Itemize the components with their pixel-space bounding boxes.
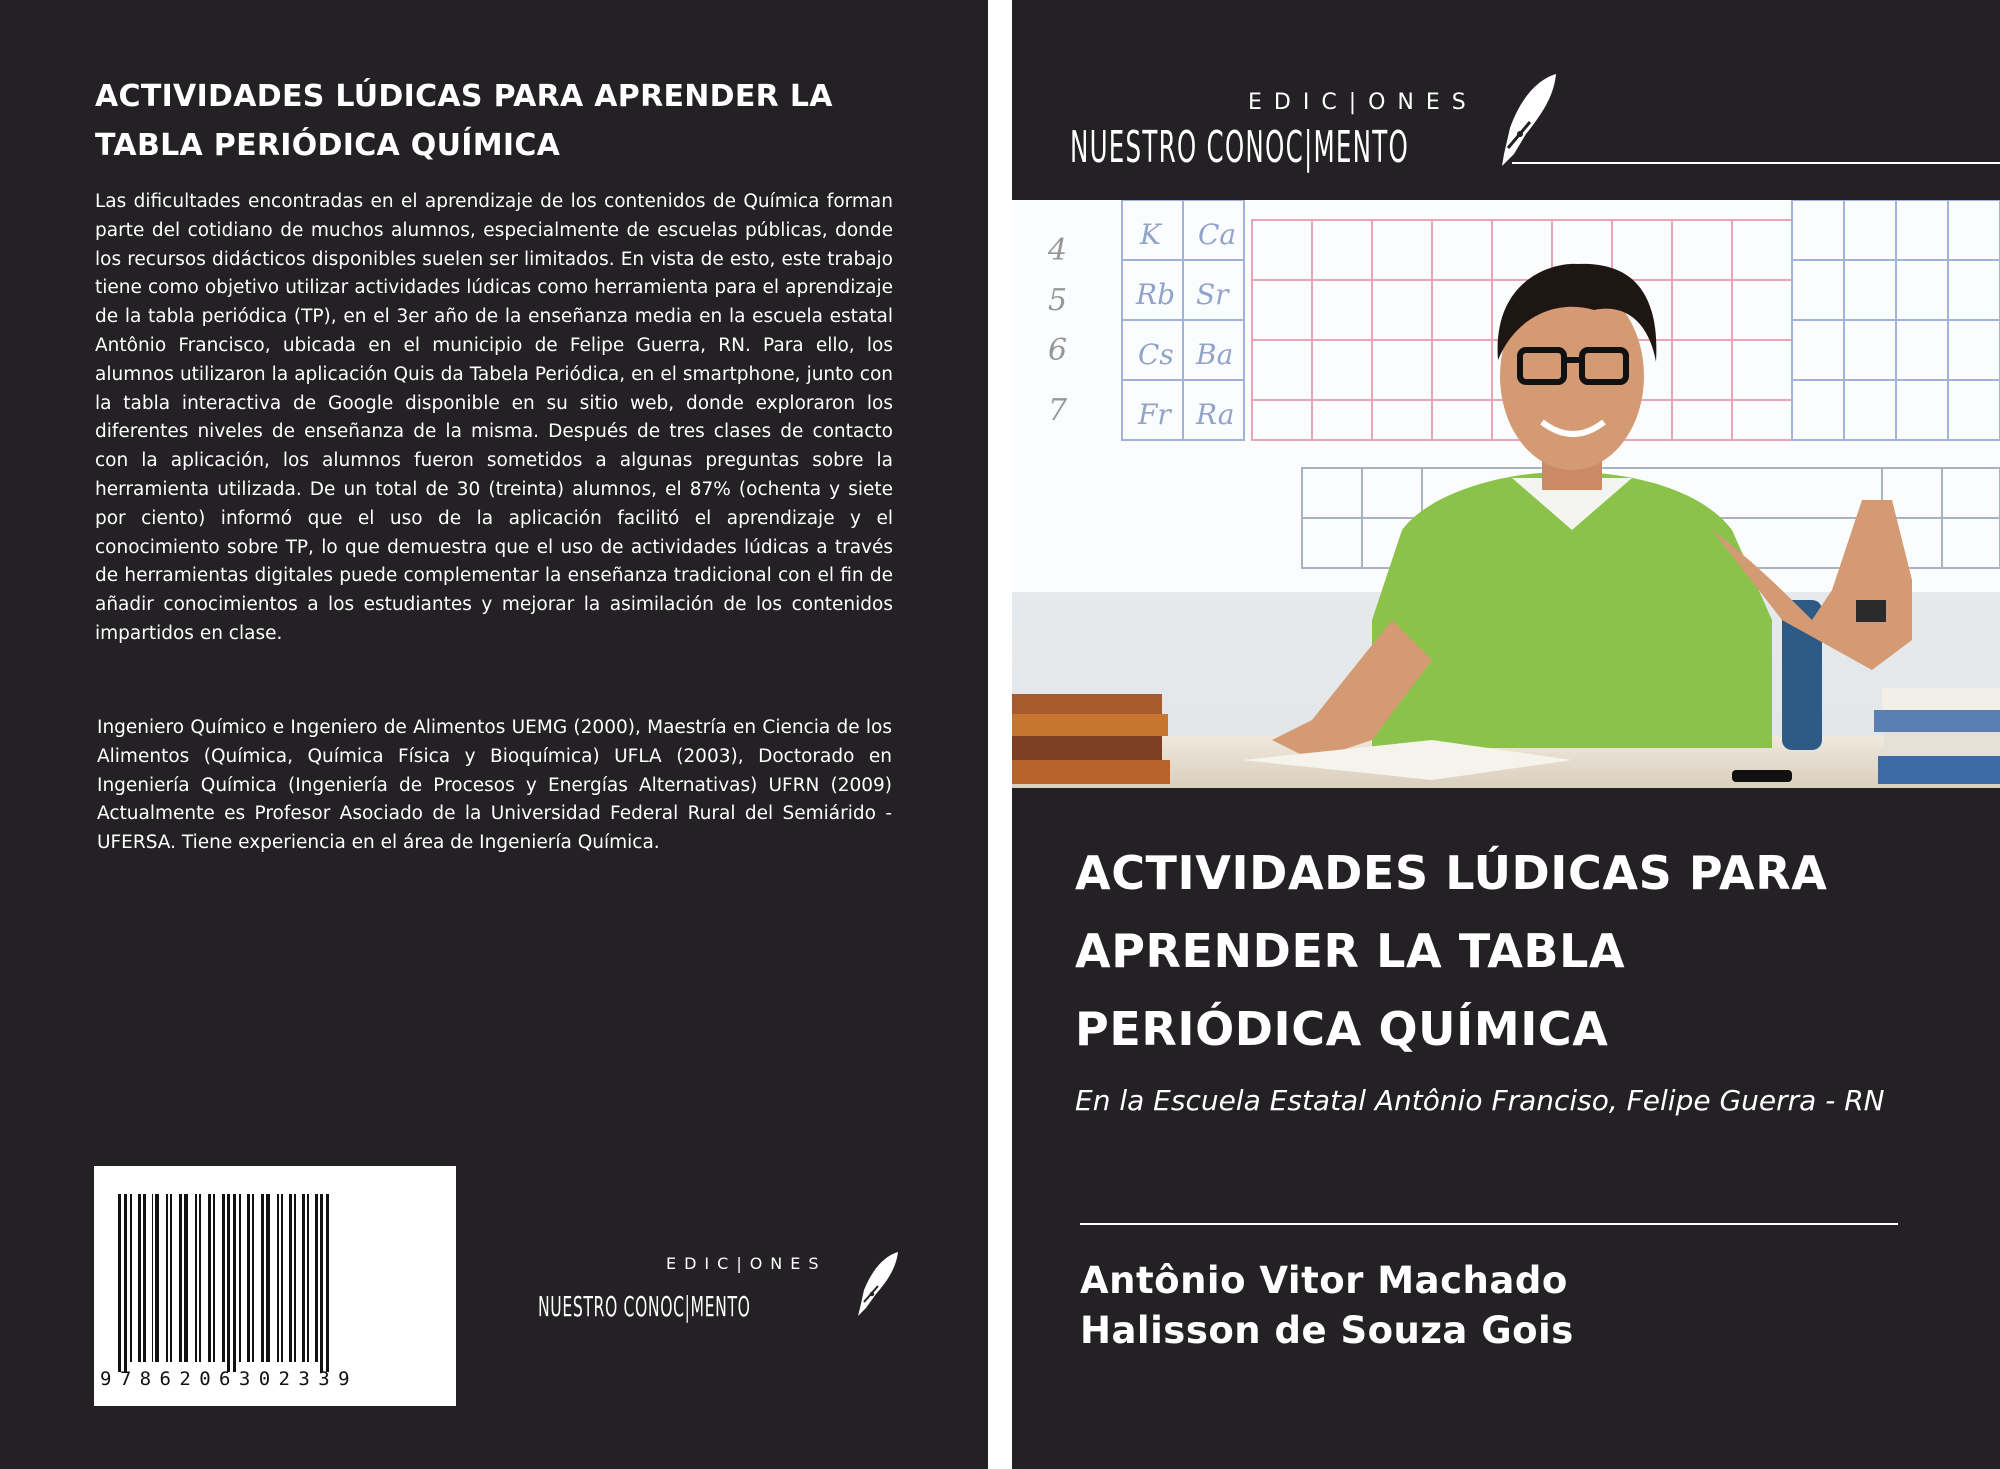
barcode-bar	[143, 1194, 146, 1362]
barcode-bar	[166, 1194, 168, 1362]
barcode-bar	[302, 1194, 305, 1362]
svg-text:Rb: Rb	[1136, 278, 1176, 311]
barcode-digits: 9786206302339	[100, 1368, 358, 1390]
svg-text:4: 4	[1048, 233, 1068, 268]
barcode-bar	[208, 1194, 211, 1362]
front-cover-title	[1075, 834, 1955, 1068]
barcode-bar	[247, 1194, 250, 1362]
author-2: Halisson de Souza Gois	[1080, 1309, 1574, 1352]
svg-text:7: 7	[1048, 393, 1068, 428]
publisher-logo-top: EDIC|ONES	[666, 1254, 827, 1273]
author-list	[1080, 1256, 1960, 1356]
barcode-bar	[307, 1194, 309, 1362]
barcode-bar	[281, 1194, 283, 1362]
barcode-bar	[184, 1194, 188, 1362]
barcode-bar	[222, 1194, 225, 1362]
barcode-bar	[155, 1194, 159, 1362]
barcode-bar	[199, 1194, 201, 1362]
svg-text:K: K	[1140, 218, 1161, 251]
publisher-logo-top: EDIC|ONES	[1248, 90, 1478, 115]
svg-text:Ca: Ca	[1198, 218, 1237, 251]
back-title-line-1: ACTIVIDADES LÚDICAS PARA APRENDER LA	[95, 79, 833, 114]
barcode-guard-bar	[233, 1194, 236, 1372]
barcode-guard-bar	[118, 1194, 121, 1372]
header-rule	[1512, 162, 2000, 164]
svg-text:Ba: Ba	[1196, 338, 1234, 371]
front-cover-subtitle: En la Escuela Estatal Antônio Franciso, Felipe Guerra - RN	[1075, 1084, 1885, 1117]
front-cover	[1012, 0, 2000, 1469]
publisher-logo-back	[538, 1254, 908, 1324]
svg-text:Sr: Sr	[1196, 278, 1229, 311]
front-title-line-3: PERIÓDICA QUÍMICA	[1075, 1002, 1609, 1056]
back-cover-title	[95, 72, 895, 170]
publisher-logo-bottom: NUESTRO CONOC|MENTO	[1070, 122, 1410, 173]
barcode-guard-bar	[227, 1194, 230, 1372]
cover-photo	[1012, 200, 2000, 788]
barcode-bar	[195, 1194, 197, 1362]
isbn-barcode	[94, 1166, 456, 1406]
svg-text:Ra: Ra	[1196, 398, 1235, 431]
fountain-pen-icon	[854, 1250, 902, 1318]
back-cover	[0, 0, 988, 1469]
barcode-bar	[266, 1194, 270, 1362]
svg-text:6: 6	[1048, 333, 1068, 368]
author-1: Antônio Vitor Machado	[1080, 1259, 1568, 1302]
barcode-bar	[213, 1194, 215, 1362]
svg-text:Cs: Cs	[1138, 338, 1174, 371]
front-title-line-2: APRENDER LA TABLA	[1075, 924, 1626, 978]
barcode-guard-bar	[320, 1194, 323, 1372]
barcode-bar	[277, 1194, 279, 1362]
student-thumbs-up-photo-icon	[1012, 200, 2000, 788]
publisher-logo-front	[1070, 72, 2000, 172]
barcode-bar	[138, 1194, 141, 1362]
barcode-bar	[170, 1194, 172, 1362]
barcode-bar	[294, 1194, 296, 1362]
barcode-guard-bar	[124, 1194, 127, 1372]
author-bio: Ingeniero Químico e Ingeniero de Alimentos UEMG (2000), Maestría en Ciencia de los Alimentos (Química, Química Física y Bioquímica) UFLA (2003), Doctorado en Ingeniería Química (Ingeniería de Procesos y Energías Alternativas) UFRN (2009) Actualmente es Profesor Asociado de la Universidad Federal Rural del Semiárido - UFERSA. Tiene experiencia en el área de Ingeniería Química.	[97, 717, 892, 854]
barcode-bar	[152, 1194, 153, 1362]
back-title-line-2: TABLA PERIÓDICA QUÍMICA	[95, 128, 561, 163]
fountain-pen-icon	[1496, 72, 1560, 168]
front-title-line-1: ACTIVIDADES LÚDICAS PARA	[1075, 846, 1828, 900]
svg-text:Fr: Fr	[1138, 398, 1171, 431]
authors-rule	[1080, 1223, 1898, 1225]
back-cover-abstract: Las dificultades encontradas en el aprendizaje de los contenidos de Química forman parte del cotidiano de muchos alumnos, especialmente de escuelas públicas, donde los recursos didácticos disponibles suelen ser limitados. En vista de esto, este trabajo tiene como objetivo utilizar actividades lúdicas como herramienta para el aprendizaje de la tabla periódica (TP), en el 3er año de la enseñanza media en la escuela estatal Antônio Francisco, ubicada en el municipio de Felipe Guerra, RN. Para ello, los alumnos utilizaron la aplicación Quis da Tabela Periódica, en el smartphone, junto con la tabla interactiva de Google disponible en su sitio web, donde exploraron los diferentes niveles de enseñanza de la misma. Después de tres clases de contacto con la aplicación, los alumnos fueron sometidos a algunas preguntas sobre la herramienta utilizada. De un total de 30 (treinta) alumnos, el 87% (ochenta y siete por ciento) informó que el uso de la aplicación facilitó el aprendizaje y el conocimiento sobre TP, lo que demuestra que el uso de actividades lúdicas a través de herramientas digitales puede complementar la enseñanza tradicional con el fin de añadir conocimientos a los estudiantes y mejorar la asimilación de los contenidos impartidos en clase.	[95, 191, 893, 644]
barcode-bar	[315, 1194, 318, 1362]
barcode-bar	[130, 1194, 132, 1362]
barcode-bar	[179, 1194, 182, 1362]
barcode-bar	[289, 1194, 292, 1362]
barcode-bar	[252, 1194, 254, 1362]
publisher-logo-bottom: NUESTRO CONOC|MENTO	[538, 1290, 751, 1323]
barcode-guard-bar	[326, 1194, 329, 1372]
svg-text:5: 5	[1048, 283, 1068, 318]
barcode-bar	[261, 1194, 264, 1362]
barcode-bar	[239, 1194, 241, 1362]
